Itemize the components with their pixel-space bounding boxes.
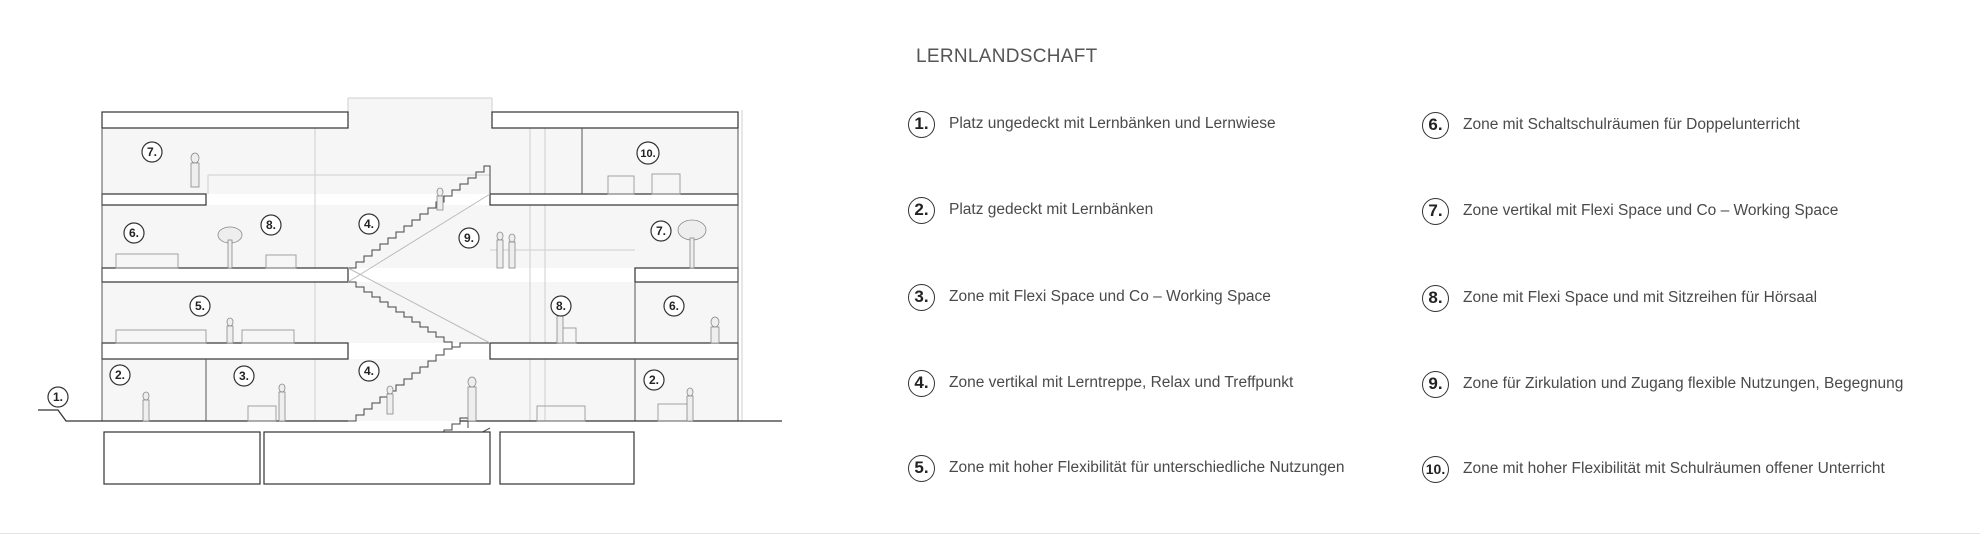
svg-text:5.: 5. — [194, 299, 206, 313]
slab-1-left — [102, 343, 348, 359]
svg-text:6.: 6. — [128, 226, 140, 240]
legend-number-badge: 8. — [1422, 285, 1449, 312]
marker-2-left — [110, 365, 130, 385]
slab-2-right — [635, 268, 738, 282]
slab-3-right — [490, 194, 738, 205]
legend-number-badge: 3. — [908, 284, 935, 311]
svg-text:8.: 8. — [265, 218, 277, 232]
marker-1 — [48, 387, 68, 407]
legend-number-badge: 9. — [1422, 371, 1449, 398]
legend-number-badge: 5. — [908, 455, 935, 482]
legend-number-badge: 10. — [1422, 456, 1449, 483]
marker-6-upper — [124, 223, 144, 243]
svg-text:7.: 7. — [146, 145, 158, 159]
marker-5 — [190, 296, 210, 316]
svg-text:6.: 6. — [668, 299, 680, 313]
legend-item-9 — [1422, 369, 1903, 399]
legend-item-2 — [908, 195, 1153, 225]
legend-item-label: Platz ungedeckt mit Lernbänken und Lernwiese — [949, 115, 1276, 132]
legend-item-8 — [1422, 283, 1817, 313]
legend-number-badge: 4. — [908, 370, 935, 397]
marker-4-upper — [359, 214, 379, 234]
slab-3-left — [102, 194, 206, 205]
legend-item-3 — [908, 282, 1271, 312]
legend-item-label: Zone mit Flexi Space und mit Sitzreihen für Hörsaal — [1463, 289, 1818, 306]
marker-7-top — [142, 142, 162, 162]
legend-item-7 — [1422, 196, 1838, 226]
legend-number-badge: 2. — [908, 197, 935, 224]
slab-1-right — [490, 343, 738, 359]
legend-item-label: Zone mit hoher Flexibilität mit Schulräumen offener Unterricht — [1463, 460, 1885, 477]
legend-item-label: Zone mit Schaltschulräumen für Doppelunterricht — [1463, 116, 1800, 133]
marker-9 — [459, 228, 479, 248]
legend-item-5 — [908, 453, 1344, 483]
roof-slab-right — [492, 112, 738, 128]
legend-item-label: Zone vertikal mit Lerntreppe, Relax und Treffpunkt — [949, 374, 1294, 391]
slab-2-left — [102, 268, 348, 282]
legend-item-6 — [1422, 110, 1800, 140]
marker-8-upper — [261, 215, 281, 235]
legend-item-1 — [908, 109, 1276, 139]
legend-number-badge: 6. — [1422, 112, 1449, 139]
svg-text:2.: 2. — [114, 368, 126, 382]
svg-text:9.: 9. — [463, 231, 475, 245]
svg-text:1.: 1. — [52, 390, 64, 404]
legend-item-label: Zone mit Flexi Space und Co – Working Space — [949, 288, 1271, 305]
svg-text:3.: 3. — [238, 369, 250, 383]
svg-text:7.: 7. — [655, 224, 667, 238]
marker-4-lower — [359, 361, 379, 381]
legend-item-label: Platz gedeckt mit Lernbänken — [949, 201, 1154, 218]
svg-text:8.: 8. — [555, 299, 567, 313]
legend-item-10 — [1422, 454, 1885, 484]
legend-item-label: Zone vertikal mit Flexi Space und Co – Working Space — [1463, 202, 1839, 219]
legend-item-label: Zone für Zirkulation und Zugang flexible Nutzungen, Begegnung — [1463, 375, 1904, 392]
marker-2-right — [644, 370, 664, 390]
marker-6-mid — [664, 296, 684, 316]
legend-title: LERNLANDSCHAFT — [916, 46, 1098, 67]
svg-text:2.: 2. — [648, 373, 660, 387]
svg-text:10.: 10. — [640, 148, 656, 160]
legend-number-badge: 7. — [1422, 198, 1449, 225]
roof-slab-left — [102, 112, 348, 128]
marker-8-mid — [551, 296, 571, 316]
basement — [104, 432, 634, 484]
legend-item-label: Zone mit hoher Flexibilität für unterschiedliche Nutzungen — [949, 459, 1345, 476]
marker-3 — [234, 366, 254, 386]
building-section-drawing — [0, 0, 800, 534]
marker-7-right — [651, 221, 671, 241]
svg-text:4.: 4. — [363, 364, 375, 378]
marker-10 — [637, 142, 659, 164]
legend-number-badge: 1. — [908, 111, 935, 138]
legend-item-4 — [908, 368, 1293, 398]
svg-text:4.: 4. — [363, 217, 375, 231]
